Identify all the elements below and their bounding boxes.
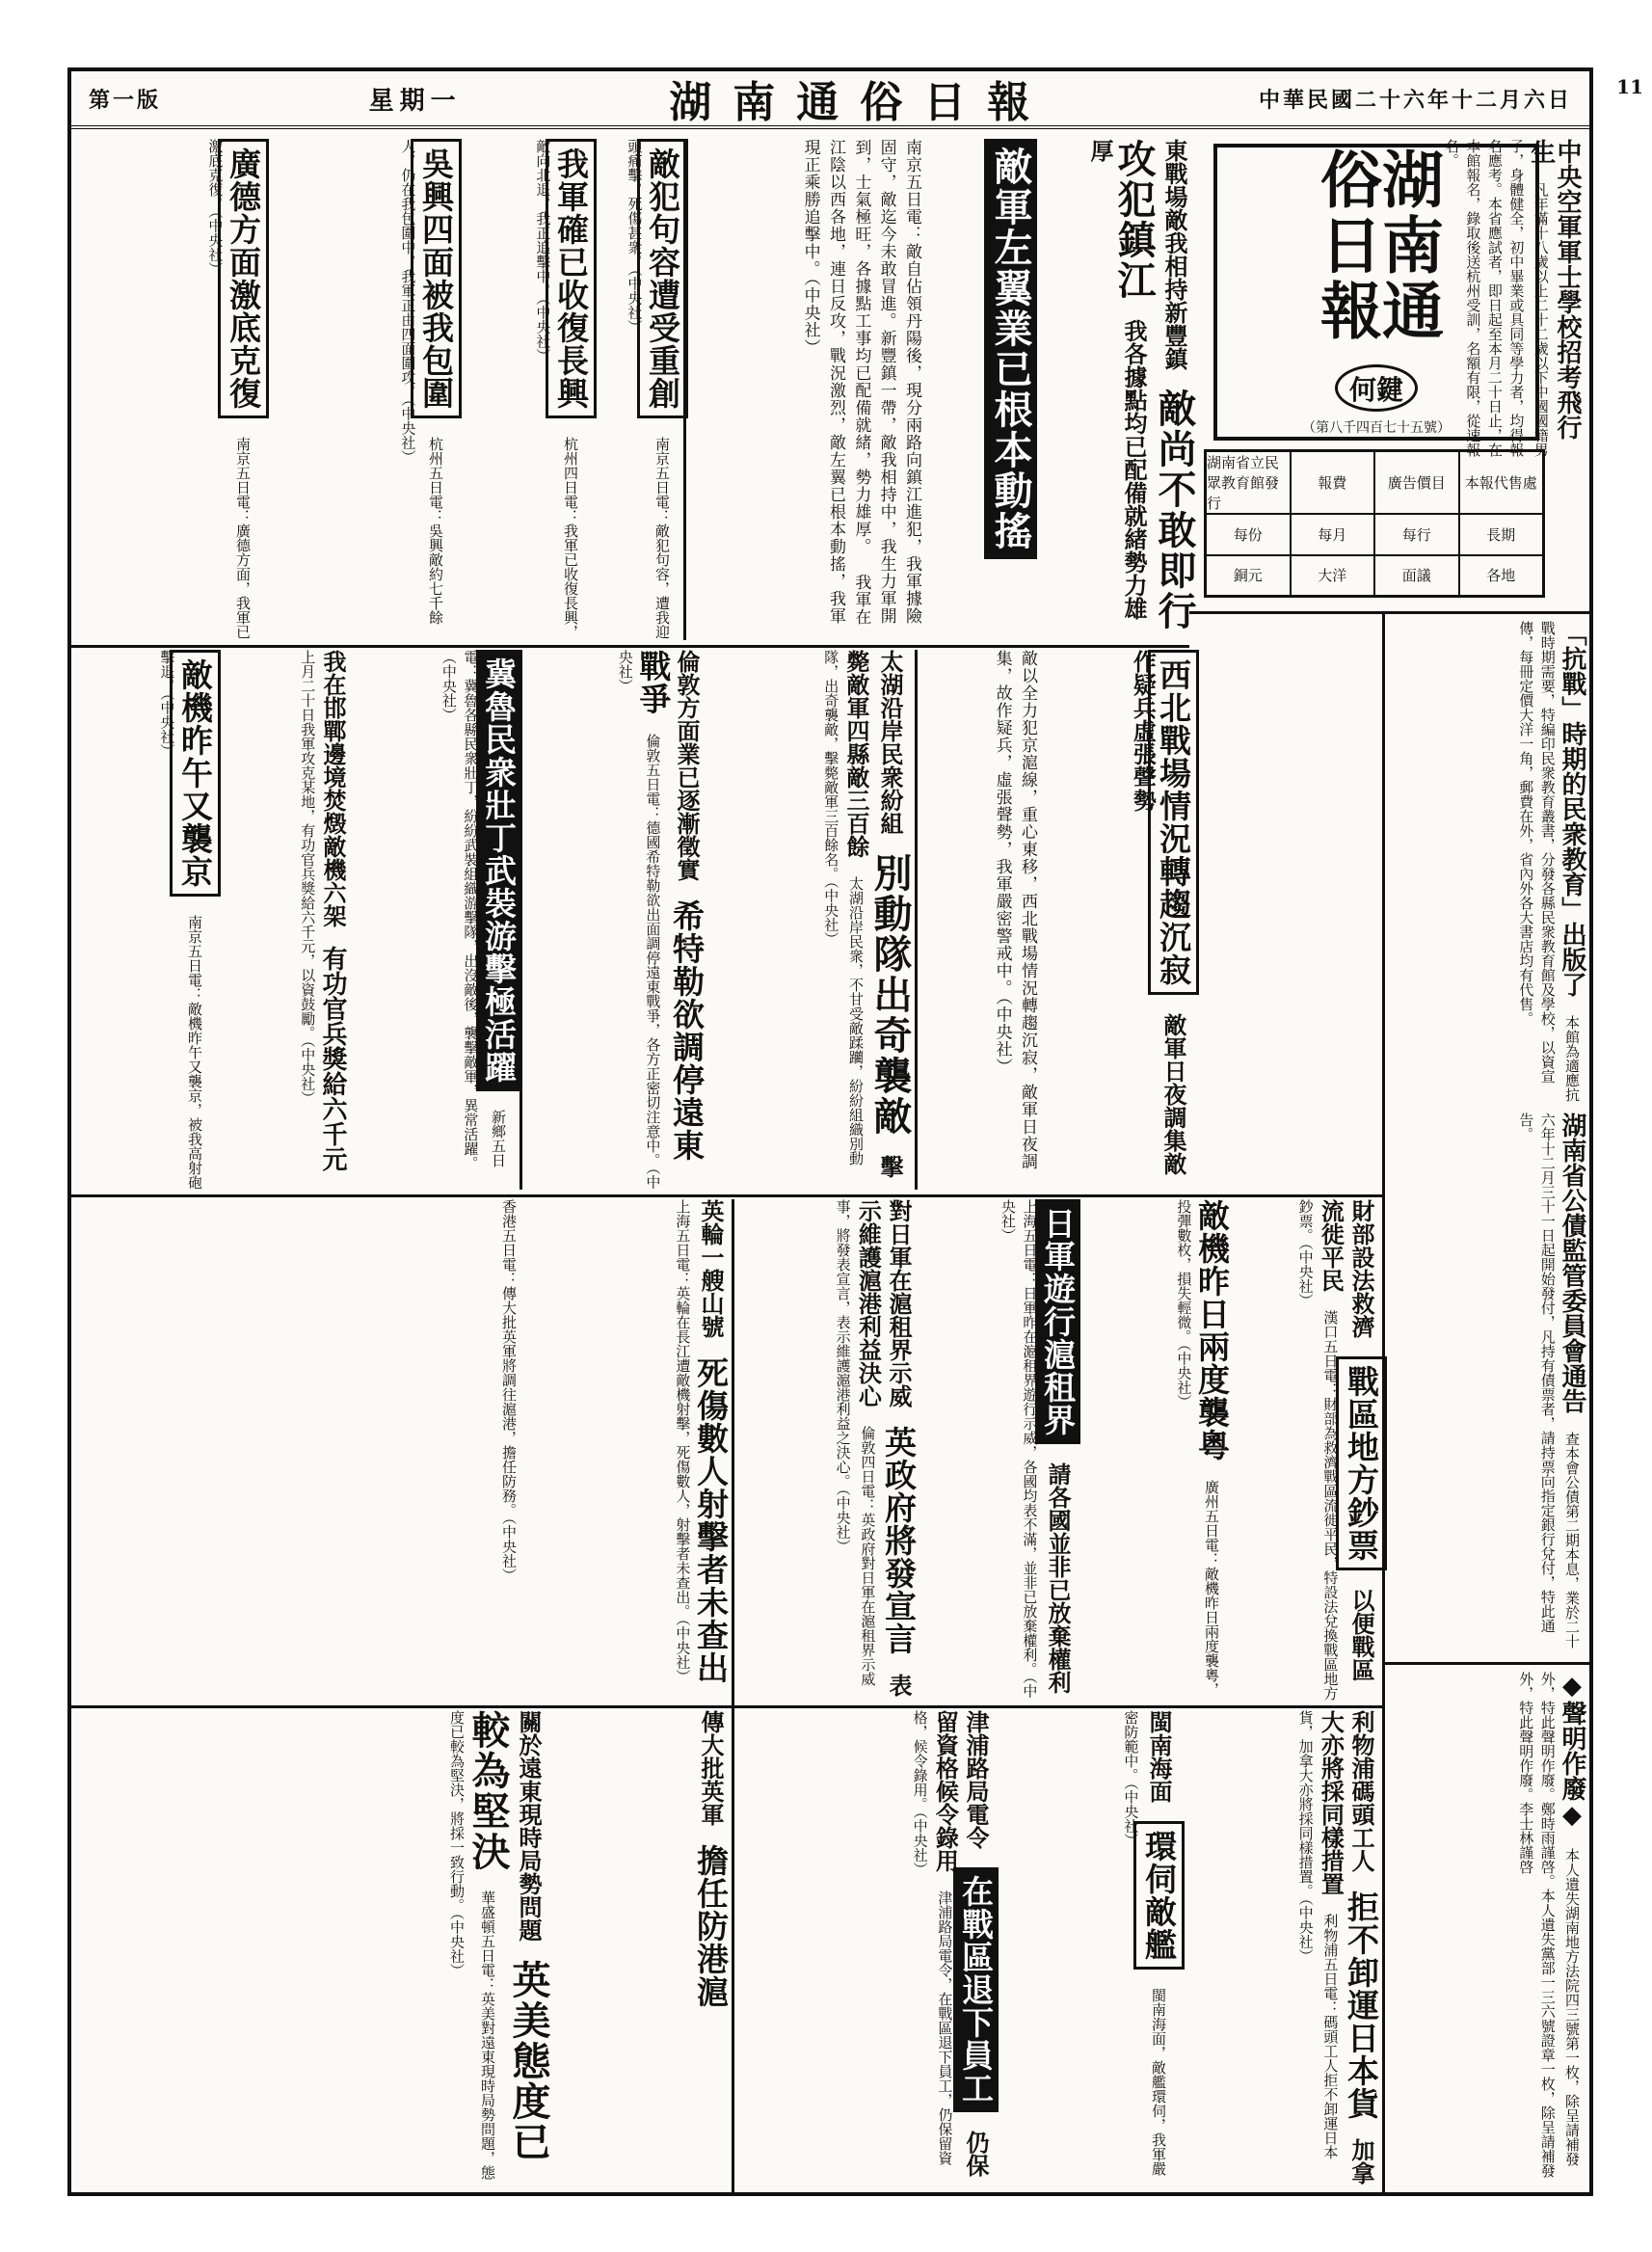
divider [71, 1705, 1382, 1708]
north-headline: 西北戰場情況轉趨沉寂 [1148, 650, 1199, 995]
changxing-body: 杭州四日電：我軍已收復長興，敵向北退，我正追擊中。（中央社） [534, 139, 579, 639]
divider [1382, 1662, 1589, 1665]
void-body: 本人遺失湖南地方法院四三號第一枚，除呈請補發外，特此聲明作廢。鄭時雨謹啓。本人遺失黨部一三六號證章一枚，除呈請補發外，特此聲明作廢。李士林謹啓 [1517, 1672, 1581, 2178]
void-notice [1392, 1672, 1585, 2183]
japan-parade-headline: 日軍遊行滬租界 [1035, 1199, 1080, 1444]
wuxing-body: 杭州五日電：吳興敵約七千餘人，仍在我包圍中，我軍正由四面圍攻。（中央社） [399, 139, 444, 625]
price-header: 本報代售處 [1459, 451, 1544, 514]
sheshan-kicker: 英輪一艘山號 [697, 1199, 725, 1338]
misc-article [81, 1199, 520, 1701]
divider [71, 1194, 1382, 1197]
north-subhead: 敵軍日夜調集敵作疑兵虛張聲勢 [1129, 650, 1187, 1175]
us-kicker: 關於遠東現時局勢問題 [515, 1710, 543, 1942]
award-body: 上月二十日我軍攻克某地，有功官兵獎給六千元，以資鼓勵。（中央社） [299, 650, 317, 1106]
jurong-article [592, 139, 679, 640]
newspaper-page [67, 67, 1643, 2196]
book-body: 本館為適應抗戰時期需要，特編印民衆教育叢書，分發各縣民衆教育館及學校，以資宣傳，每冊定價大洋一角，郵費在外，省內外各大書店均有代售。 [1517, 621, 1581, 1102]
wuxing-headline: 吳興四面被我包圍 [411, 139, 462, 418]
coolies-kicker: 利物浦碼頭工人 [1347, 1710, 1375, 1872]
price-table [1204, 449, 1545, 598]
east-front-body [688, 139, 924, 640]
price-cell: 長期 [1459, 514, 1544, 555]
planes-canton-article [1079, 1199, 1231, 1701]
east-body: 南京五日電：敵自佔領丹陽後，現分兩路向鎮江進犯，我軍據險固守，敵迄今未敢冒進。新豐鎮一帶，敵我相持中，我生力軍開到，士氣極旺，各據點工事均已配備就緒，勢力雄厚。 [851, 139, 921, 625]
planes-raid-body: 南京五日電：敵機昨午又襲京，被我高射砲擊退。（中央社） [158, 650, 203, 1190]
price-cell: 面議 [1374, 555, 1459, 597]
fiscal-article [1233, 1199, 1380, 1701]
newspaper-logo [1213, 144, 1539, 441]
recruit-headline: 中央空軍軍士學校招考飛行生 [1526, 139, 1582, 440]
east-subhead: 我各據點均已配備就緒勢力雄厚 [1086, 139, 1148, 620]
uk-subhead: 表示維護滬港利益決心 [854, 1199, 913, 1697]
uk-headline: 英政府將發宣言 [880, 1426, 918, 1655]
east-front-headline2 [929, 139, 1033, 640]
us-body: 華盛頓五日電：英美對遠東現時局勢問題，態度已較為堅決，將採一致行動。（中央社） [448, 1710, 496, 2180]
east-front-lead [1035, 139, 1197, 640]
guangde-article [81, 139, 262, 640]
coolies-subhead: 加拿大亦將採同樣措置 [1317, 1710, 1375, 2185]
east-headline: 敵尚不敢即行攻犯鎮江 [1111, 139, 1197, 631]
taihu-body: 太湖沿岸民衆，不甘受敵蹂躪，紛紛組織別動隊，出奇襲敵，擊斃敵軍三百餘名。（中央社） [822, 650, 865, 1166]
tianjin-subhead: 仍保留資格候令錄用 [931, 1710, 990, 2177]
coolies-body: 利物浦五日電：碼頭工人拒不卸運日本貨，加拿大亦將採同樣措置。（中央社） [1296, 1710, 1340, 2159]
fiscal-subhead: 以便戰區流徙平民 [1317, 1199, 1375, 1681]
planes-raid-article [81, 650, 214, 1190]
hitler-kicker: 倫敦方面業已逐漸徵實 [673, 650, 701, 881]
british-troops-kicker: 傳大批英軍 [697, 1710, 725, 1826]
page-number: 11 [1616, 75, 1643, 98]
price-header: 報費 [1291, 451, 1375, 514]
east-headline2: 敵軍左翼業已根本動搖 [984, 139, 1037, 559]
british-troops-headline: 擔任防港滬 [692, 1844, 730, 2008]
planes-raid-headline: 敵機昨午又襲京 [170, 650, 221, 897]
issue-date: 中華民國二十六年十二月六日 [1258, 87, 1572, 113]
registration-number: （第八千四百七十五號） [1302, 420, 1451, 436]
price-header: 湖南省立民眾教育館發行 [1206, 451, 1291, 514]
fiscal-headline: 戰區地方鈔票 [1336, 1356, 1387, 1570]
taihu-subhead: 擊斃敵軍四縣敵三百餘 [842, 650, 904, 1178]
tianjin-kicker: 津浦路局電令 [962, 1710, 990, 1849]
us-article [81, 1710, 551, 2187]
east-body2: 我軍在江陰以西各地，連日反攻，戰況激烈，敵左翼已根本動搖，我軍現正乘勝追擊中。（中央社） [800, 139, 871, 626]
changxing-headline: 我軍確已收復長興 [546, 139, 597, 418]
north-front-body [919, 650, 1040, 1190]
uk-kicker: 對日軍在滬租界示威 [885, 1199, 913, 1408]
price-cell: 每月 [1291, 514, 1375, 555]
price-cell: 大洋 [1291, 555, 1375, 597]
tianjin-headline: 在戰區退下員工 [953, 1867, 999, 2112]
divider [1189, 611, 1589, 614]
award-article [216, 650, 346, 1190]
japan-parade-article [919, 1199, 1077, 1701]
sea-body: 閩南海面，敵艦環伺，我軍嚴密防範中。（中央社） [1122, 1710, 1167, 2176]
section-label: 第一版 [89, 87, 162, 113]
sheshan-body: 上海五日電：英輪在長江遭敵機射擊，死傷數人，射擊者未查出。（中央社） [674, 1199, 692, 1684]
price-cell: 各地 [1459, 555, 1544, 597]
fiscal-kicker: 財部設法救濟 [1347, 1199, 1375, 1338]
guerrilla-article [351, 650, 518, 1190]
uk-article [736, 1199, 918, 1701]
jurong-body: 南京五日電：敵犯句容，遭我迎頭痛擊，死傷甚衆。（中央社） [626, 139, 671, 639]
british-troops-article [553, 1710, 730, 2187]
masthead [71, 71, 1643, 129]
japan-parade-body: 上海五日電：日軍昨在滬租界遊行示威，各國均表不滿，並非已放棄權利。（中央社） [999, 1199, 1039, 1699]
misc-body: 香港五日電：傳大批英軍將調往滬港，擔任防務。（中央社） [500, 1199, 518, 1583]
sheshan-article [524, 1199, 730, 1701]
taihu-kicker: 太湖沿岸民衆紛組 [876, 650, 904, 835]
price-cell: 每份 [1206, 514, 1291, 555]
hitler-body: 倫敦五日電：德國希特勒欲出面調停遠東戰爭，各方正密切注意中。（中央社） [616, 650, 662, 1190]
coolies-headline: 拒不卸運日本貨 [1343, 1890, 1380, 2120]
tianjin-article [736, 1710, 995, 2187]
bond-notice [1392, 1113, 1585, 1652]
taihu-article [707, 650, 913, 1190]
fiscal-body: 漢口五日電：財部為救濟戰區流徙平民，特設法兌換戰區地方鈔票。（中央社） [1296, 1199, 1340, 1701]
hebei-headline: 我在邯鄲邊境焚燬敵機六架 [319, 650, 347, 927]
price-header: 廣告價目 [1374, 451, 1459, 514]
planes-canton-headline: 敵機昨日兩度襲粵 [1193, 1199, 1231, 1461]
taihu-headline: 別動隊出奇襲敵 [867, 853, 913, 1137]
book-ad [1392, 621, 1585, 1103]
guerrilla-headline: 冀魯民衆壯丁武裝游擊極活躍 [476, 650, 521, 1091]
coolies-article [1180, 1710, 1380, 2187]
divider [915, 650, 918, 1190]
planes-canton-body: 廣州五日電：敵機昨日兩度襲粵，投彈數枚，損失輕微。（中央社） [1175, 1199, 1220, 1697]
changxing-article [457, 139, 590, 640]
north-front-article [1045, 650, 1192, 1190]
divider [71, 645, 1189, 648]
sea-kicker: 閩南海面 [1145, 1710, 1173, 1803]
wuxing-article [264, 139, 455, 640]
japan-parade-subhead: 請各國並非已放棄權利 [1044, 1462, 1072, 1694]
hitler-article [524, 650, 706, 1190]
masthead-title: 湖南通俗日報 [669, 78, 1052, 127]
book-headline: 「抗戰」時期的民衆教育」出版了 [1558, 621, 1586, 997]
calligrapher-seal: 何鍵 [1335, 364, 1418, 412]
recruit-body: 凡年滿十八歲以上二十二歲以下中國國籍男子，身體健全，初中畢業或具同等學力者，均得報名應考。本省應試者，即日起至本月二十日止，在本館報名，錄取後送杭州受訓，名額有限，從速報名。 [1442, 139, 1550, 457]
bond-headline: 湖南省公債監管委員會通告 [1558, 1113, 1586, 1413]
jurong-headline: 敵犯句容遭受重創 [637, 139, 688, 418]
north-body: 敵以全力犯京滬線，重心東移，西北戰場情況轉趨沉寂，敵軍日夜調集，故作疑兵，虛張聲勢，我軍嚴密警戒中。（中央社） [992, 650, 1037, 1170]
guerrilla-body: 新鄉五日電：冀魯各縣民衆壯丁，紛紛武裝組織游擊隊，出沒敵後，襲擊敵軍，異常活躍。（中央社） [440, 650, 507, 1170]
sheshan-headline: 死傷數人射擊者未查出 [692, 1356, 730, 1684]
us-headline: 英美態度已較為堅決 [466, 1710, 551, 2162]
sea-article [997, 1710, 1178, 2187]
sea-headline: 環伺敵艦 [1133, 1821, 1185, 1970]
bond-body: 查本會公債第二期本息，業於二十六年十二月三十一日起開始發付，凡持有債票者，請持票向指定銀行兌付，特此通告。 [1517, 1113, 1581, 1649]
weekday: 星期一 [368, 86, 462, 116]
hitler-headline: 希特勒欲調停遠東戰爭 [634, 650, 706, 1162]
divider [732, 1199, 734, 2192]
tianjin-body: 津浦路局電令，在戰區退下員工，仍保留資格，候令錄用。（中央社） [911, 1710, 954, 2165]
logo-calligraphy: 湖南通俗日報 [1310, 147, 1444, 344]
price-cell: 每行 [1374, 514, 1459, 555]
award-headline: 有功官兵獎給六千元 [318, 946, 347, 1171]
east-kicker: 東戰場敵我相持新豐鎮 [1160, 139, 1188, 370]
guangde-headline: 廣德方面激底克復 [218, 139, 269, 418]
void-headline: ◆聲明作廢◆ [1558, 1672, 1586, 1830]
uk-body: 倫敦四日電：英政府對日軍在滬租界示威事，將發表宣言，表示維護滬港利益之決心。（中央社） [834, 1199, 877, 1686]
price-cell: 銅元 [1206, 555, 1291, 597]
guangde-body: 南京五日電：廣德方面，我軍已激底克復。（中央社） [206, 139, 252, 639]
